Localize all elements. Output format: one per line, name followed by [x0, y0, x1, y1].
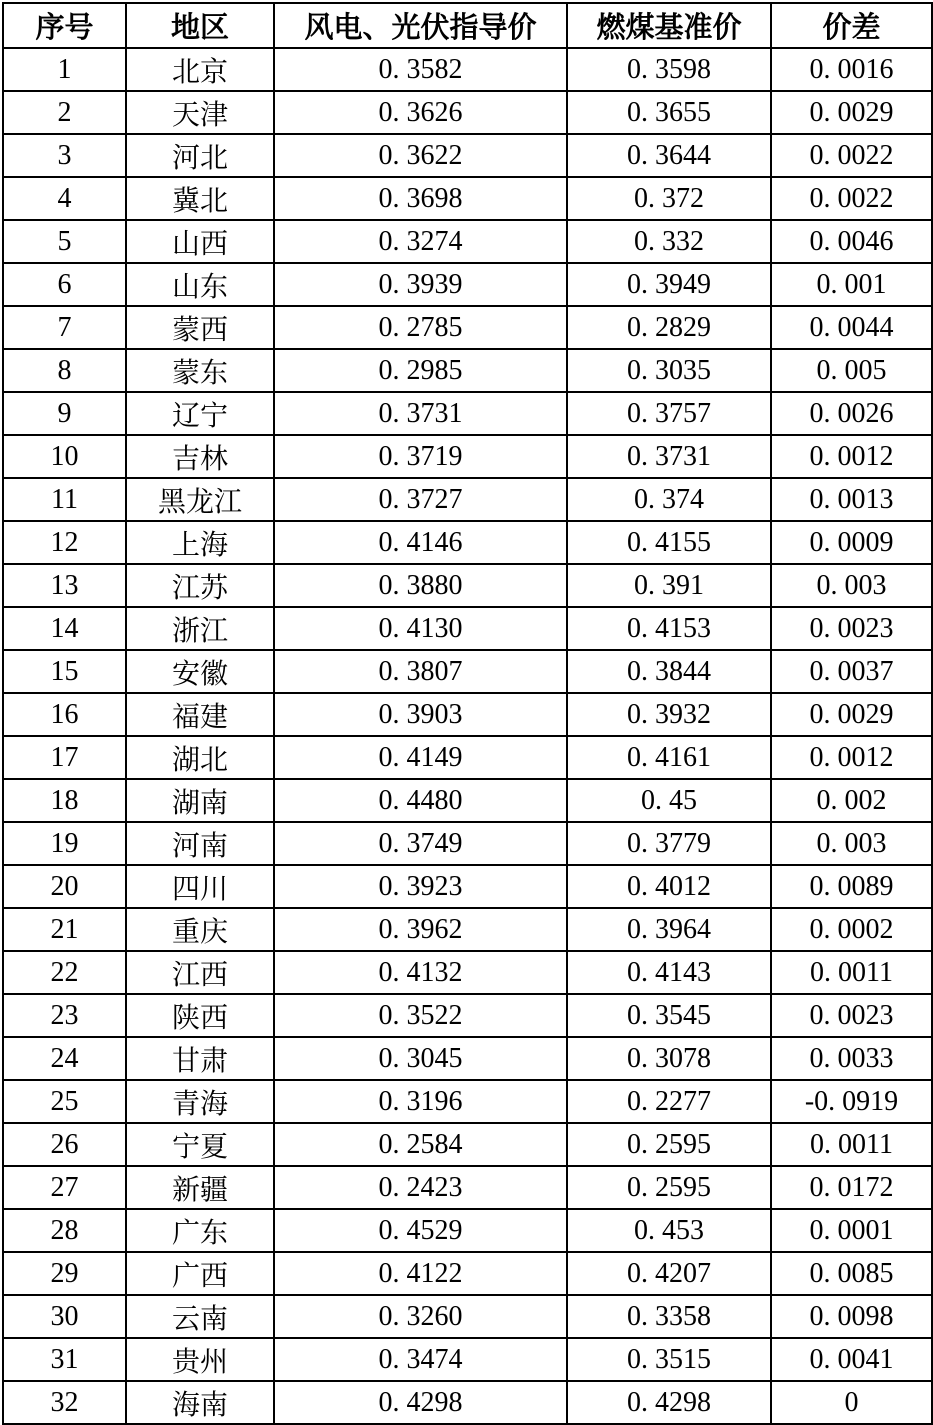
table-cell-guide_price: 0. 3727 — [274, 478, 567, 521]
table-cell-coal_benchmark: 0. 4207 — [567, 1252, 771, 1295]
table-row — [3, 994, 932, 1037]
table-row — [3, 134, 932, 177]
table-cell-coal_benchmark: 0. 4298 — [567, 1381, 771, 1424]
table-cell-guide_price: 0. 3807 — [274, 650, 567, 693]
table-cell-coal_benchmark: 0. 2595 — [567, 1166, 771, 1209]
table-cell-index: 28 — [3, 1209, 126, 1252]
table-cell-index: 14 — [3, 607, 126, 650]
table-cell-coal_benchmark: 0. 4161 — [567, 736, 771, 779]
table-cell-index: 21 — [3, 908, 126, 951]
table-row — [3, 822, 932, 865]
table-cell-guide_price: 0. 2985 — [274, 349, 567, 392]
table-cell-index: 1 — [3, 48, 126, 91]
table-cell-coal_benchmark: 0. 2829 — [567, 306, 771, 349]
table-row — [3, 263, 932, 306]
table-cell-guide_price: 0. 4146 — [274, 521, 567, 564]
table-row — [3, 951, 932, 994]
table-cell-diff: 0. 0044 — [771, 306, 932, 349]
table-cell-guide_price: 0. 3939 — [274, 263, 567, 306]
table-cell-diff: 0. 0029 — [771, 693, 932, 736]
table-cell-region: 海南 — [126, 1381, 274, 1424]
table-row — [3, 521, 932, 564]
table-cell-region: 陕西 — [126, 994, 274, 1037]
table-cell-index: 31 — [3, 1338, 126, 1381]
table-row — [3, 1338, 932, 1381]
table-cell-diff: 0. 0037 — [771, 650, 932, 693]
table-cell-region: 重庆 — [126, 908, 274, 951]
table-cell-coal_benchmark: 0. 3515 — [567, 1338, 771, 1381]
table-cell-index: 30 — [3, 1295, 126, 1338]
table-cell-diff: 0. 0016 — [771, 48, 932, 91]
table-cell-coal_benchmark: 0. 3035 — [567, 349, 771, 392]
column-header-diff: 价差 — [771, 3, 932, 48]
table-cell-coal_benchmark: 0. 374 — [567, 478, 771, 521]
table-cell-region: 山东 — [126, 263, 274, 306]
table-cell-coal_benchmark: 0. 391 — [567, 564, 771, 607]
column-header-coal_benchmark: 燃煤基准价 — [567, 3, 771, 48]
table-cell-diff: 0. 0022 — [771, 177, 932, 220]
table-cell-region: 湖北 — [126, 736, 274, 779]
table-cell-region: 江西 — [126, 951, 274, 994]
table-cell-guide_price: 0. 2584 — [274, 1123, 567, 1166]
table-cell-coal_benchmark: 0. 372 — [567, 177, 771, 220]
table-cell-index: 16 — [3, 693, 126, 736]
table-cell-diff: 0. 0029 — [771, 91, 932, 134]
table-cell-coal_benchmark: 0. 3757 — [567, 392, 771, 435]
table-cell-diff: 0. 0011 — [771, 951, 932, 994]
table-row — [3, 865, 932, 908]
table-cell-region: 福建 — [126, 693, 274, 736]
table-cell-index: 2 — [3, 91, 126, 134]
table-cell-region: 青海 — [126, 1080, 274, 1123]
table-cell-region: 上海 — [126, 521, 274, 564]
table-cell-guide_price: 0. 3522 — [274, 994, 567, 1037]
table-cell-index: 18 — [3, 779, 126, 822]
table-cell-coal_benchmark: 0. 3731 — [567, 435, 771, 478]
table-cell-diff: 0. 0023 — [771, 607, 932, 650]
table-cell-index: 11 — [3, 478, 126, 521]
table-cell-guide_price: 0. 3626 — [274, 91, 567, 134]
table-cell-index: 8 — [3, 349, 126, 392]
table-cell-coal_benchmark: 0. 3078 — [567, 1037, 771, 1080]
table-cell-region: 河南 — [126, 822, 274, 865]
table-cell-guide_price: 0. 3196 — [274, 1080, 567, 1123]
table-cell-coal_benchmark: 0. 3932 — [567, 693, 771, 736]
table-cell-index: 17 — [3, 736, 126, 779]
table-row — [3, 1381, 932, 1424]
table-row — [3, 1123, 932, 1166]
table-row — [3, 1037, 932, 1080]
table-cell-diff: 0. 005 — [771, 349, 932, 392]
table-cell-guide_price: 0. 4298 — [274, 1381, 567, 1424]
table-row — [3, 48, 932, 91]
table-cell-coal_benchmark: 0. 3358 — [567, 1295, 771, 1338]
table-cell-guide_price: 0. 3962 — [274, 908, 567, 951]
table-cell-guide_price: 0. 2423 — [274, 1166, 567, 1209]
table-cell-region: 北京 — [126, 48, 274, 91]
table-cell-guide_price: 0. 3260 — [274, 1295, 567, 1338]
table-cell-region: 辽宁 — [126, 392, 274, 435]
table-cell-index: 7 — [3, 306, 126, 349]
table-cell-region: 四川 — [126, 865, 274, 908]
table-row — [3, 349, 932, 392]
table-cell-guide_price: 0. 3582 — [274, 48, 567, 91]
table-row — [3, 650, 932, 693]
table-row — [3, 306, 932, 349]
table-row — [3, 435, 932, 478]
table-cell-region: 冀北 — [126, 177, 274, 220]
table-cell-diff: 0. 003 — [771, 822, 932, 865]
table-cell-index: 10 — [3, 435, 126, 478]
table-cell-index: 6 — [3, 263, 126, 306]
table-cell-index: 22 — [3, 951, 126, 994]
table-cell-index: 3 — [3, 134, 126, 177]
table-cell-diff: 0. 0172 — [771, 1166, 932, 1209]
table-cell-diff: 0. 0013 — [771, 478, 932, 521]
table-row — [3, 607, 932, 650]
table-cell-coal_benchmark: 0. 3779 — [567, 822, 771, 865]
table-cell-coal_benchmark: 0. 3655 — [567, 91, 771, 134]
table-cell-region: 吉林 — [126, 435, 274, 478]
table-cell-index: 4 — [3, 177, 126, 220]
table-cell-guide_price: 0. 3698 — [274, 177, 567, 220]
table-cell-index: 20 — [3, 865, 126, 908]
table-cell-diff: 0. 0085 — [771, 1252, 932, 1295]
table-cell-guide_price: 0. 3274 — [274, 220, 567, 263]
table-cell-diff: 0. 002 — [771, 779, 932, 822]
table-cell-index: 13 — [3, 564, 126, 607]
table-cell-diff: 0. 0002 — [771, 908, 932, 951]
table-row — [3, 1209, 932, 1252]
table-cell-guide_price: 0. 3474 — [274, 1338, 567, 1381]
table-cell-diff: -0. 0919 — [771, 1080, 932, 1123]
table-cell-coal_benchmark: 0. 4155 — [567, 521, 771, 564]
table-cell-coal_benchmark: 0. 3598 — [567, 48, 771, 91]
table-cell-region: 蒙西 — [126, 306, 274, 349]
table-body — [3, 48, 932, 1424]
table-cell-coal_benchmark: 0. 4143 — [567, 951, 771, 994]
table-row — [3, 1166, 932, 1209]
table-cell-guide_price: 0. 3923 — [274, 865, 567, 908]
table-cell-guide_price: 0. 4149 — [274, 736, 567, 779]
table-cell-diff: 0. 0033 — [771, 1037, 932, 1080]
table-cell-region: 黑龙江 — [126, 478, 274, 521]
table-cell-diff: 0. 0089 — [771, 865, 932, 908]
table-cell-diff: 0. 0011 — [771, 1123, 932, 1166]
table-cell-coal_benchmark: 0. 3644 — [567, 134, 771, 177]
table-cell-index: 23 — [3, 994, 126, 1037]
table-cell-index: 26 — [3, 1123, 126, 1166]
table-cell-coal_benchmark: 0. 2595 — [567, 1123, 771, 1166]
table-cell-coal_benchmark: 0. 2277 — [567, 1080, 771, 1123]
table-cell-guide_price: 0. 3719 — [274, 435, 567, 478]
column-header-index: 序号 — [3, 3, 126, 48]
table-row — [3, 693, 932, 736]
table-cell-guide_price: 0. 3045 — [274, 1037, 567, 1080]
table-cell-coal_benchmark: 0. 3545 — [567, 994, 771, 1037]
table-cell-guide_price: 0. 3903 — [274, 693, 567, 736]
table-cell-index: 5 — [3, 220, 126, 263]
table-cell-guide_price: 0. 3622 — [274, 134, 567, 177]
table-cell-coal_benchmark: 0. 3844 — [567, 650, 771, 693]
table-row — [3, 392, 932, 435]
table-cell-guide_price: 0. 3749 — [274, 822, 567, 865]
table-cell-index: 27 — [3, 1166, 126, 1209]
table-cell-index: 29 — [3, 1252, 126, 1295]
table-cell-diff: 0. 003 — [771, 564, 932, 607]
table-cell-guide_price: 0. 2785 — [274, 306, 567, 349]
table-row — [3, 177, 932, 220]
table-cell-diff: 0. 0012 — [771, 435, 932, 478]
table-cell-index: 12 — [3, 521, 126, 564]
table-row — [3, 478, 932, 521]
table-cell-diff: 0. 0023 — [771, 994, 932, 1037]
table-cell-coal_benchmark: 0. 4012 — [567, 865, 771, 908]
table-cell-region: 贵州 — [126, 1338, 274, 1381]
table-cell-diff: 0. 0041 — [771, 1338, 932, 1381]
table-cell-region: 云南 — [126, 1295, 274, 1338]
table-cell-guide_price: 0. 4480 — [274, 779, 567, 822]
table-cell-guide_price: 0. 4529 — [274, 1209, 567, 1252]
table-row — [3, 908, 932, 951]
table-cell-guide_price: 0. 4130 — [274, 607, 567, 650]
table-cell-diff: 0 — [771, 1381, 932, 1424]
table-cell-index: 24 — [3, 1037, 126, 1080]
price-table — [2, 2, 933, 1425]
table-cell-diff: 0. 0001 — [771, 1209, 932, 1252]
table-cell-diff: 0. 0012 — [771, 736, 932, 779]
table-cell-region: 宁夏 — [126, 1123, 274, 1166]
table-cell-guide_price: 0. 4132 — [274, 951, 567, 994]
table-cell-region: 河北 — [126, 134, 274, 177]
table-cell-diff: 0. 0026 — [771, 392, 932, 435]
table-cell-index: 32 — [3, 1381, 126, 1424]
table-cell-region: 广东 — [126, 1209, 274, 1252]
table-cell-coal_benchmark: 0. 453 — [567, 1209, 771, 1252]
column-header-guide_price: 风电、光伏指导价 — [274, 3, 567, 48]
table-cell-guide_price: 0. 3880 — [274, 564, 567, 607]
table-cell-coal_benchmark: 0. 4153 — [567, 607, 771, 650]
table-cell-region: 蒙东 — [126, 349, 274, 392]
table-cell-diff: 0. 0098 — [771, 1295, 932, 1338]
table-row — [3, 736, 932, 779]
column-header-region: 地区 — [126, 3, 274, 48]
table-cell-region: 安徽 — [126, 650, 274, 693]
table-cell-region: 江苏 — [126, 564, 274, 607]
table-row — [3, 779, 932, 822]
table-row — [3, 1295, 932, 1338]
table-row — [3, 1080, 932, 1123]
table-cell-region: 湖南 — [126, 779, 274, 822]
table-cell-region: 山西 — [126, 220, 274, 263]
table-cell-region: 新疆 — [126, 1166, 274, 1209]
table-cell-index: 25 — [3, 1080, 126, 1123]
table-cell-diff: 0. 0022 — [771, 134, 932, 177]
table-cell-region: 广西 — [126, 1252, 274, 1295]
table-cell-region: 天津 — [126, 91, 274, 134]
header-row — [3, 3, 932, 48]
table-row — [3, 1252, 932, 1295]
table-cell-index: 9 — [3, 392, 126, 435]
table-cell-diff: 0. 001 — [771, 263, 932, 306]
table-row — [3, 564, 932, 607]
table-cell-coal_benchmark: 0. 45 — [567, 779, 771, 822]
table-cell-diff: 0. 0009 — [771, 521, 932, 564]
table-cell-region: 甘肃 — [126, 1037, 274, 1080]
table-cell-coal_benchmark: 0. 3964 — [567, 908, 771, 951]
table-cell-coal_benchmark: 0. 332 — [567, 220, 771, 263]
table-cell-diff: 0. 0046 — [771, 220, 932, 263]
table-cell-index: 15 — [3, 650, 126, 693]
table-cell-guide_price: 0. 3731 — [274, 392, 567, 435]
table-row — [3, 91, 932, 134]
table-cell-coal_benchmark: 0. 3949 — [567, 263, 771, 306]
table-row — [3, 220, 932, 263]
table-cell-index: 19 — [3, 822, 126, 865]
table-cell-region: 浙江 — [126, 607, 274, 650]
table-cell-guide_price: 0. 4122 — [274, 1252, 567, 1295]
